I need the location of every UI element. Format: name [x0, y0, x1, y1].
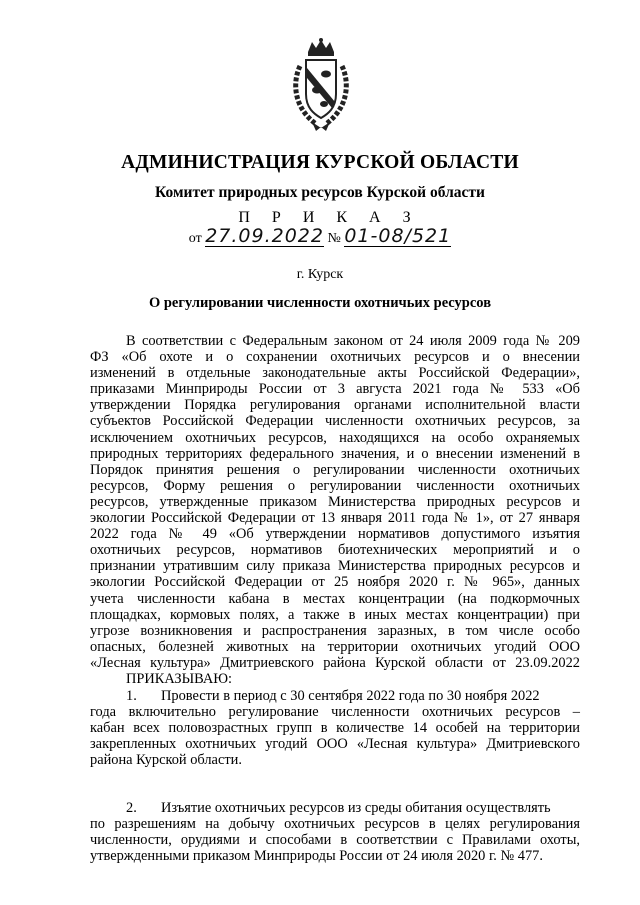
- item-line: района Курской области.: [90, 752, 242, 769]
- preamble-line: утверждении Порядка регулирования органами исполнительной власти: [90, 397, 580, 414]
- order-item-1: [90, 688, 580, 768]
- preamble-line: «Лесная культура» Дмитриевского района Курской области от 23.09.2022: [90, 654, 580, 671]
- preamble-line: исключением охотничьих ресурсов, находящихся на особо охраняемых: [90, 429, 580, 446]
- preamble-line: угрозе возникновения и распространения заразных, в том числе особо: [90, 622, 580, 639]
- committee-name: Комитет природных ресурсов Курской области: [155, 184, 485, 201]
- handwritten-number: 01-08/521: [344, 225, 452, 247]
- item-first-line: [90, 688, 580, 704]
- item-first-line: [90, 800, 580, 816]
- item-number: 2.: [126, 800, 137, 816]
- org-title: АДМИНИСТРАЦИЯ КУРСКОЙ ОБЛАСТИ: [121, 152, 519, 173]
- item-text: Провести в период с 30 сентября 2022 года по 30 ноября 2022: [161, 688, 540, 704]
- item-line: кабан всех половозрастных групп в количестве 14 особей на территории: [90, 720, 580, 737]
- item-number: 1.: [126, 688, 137, 704]
- preamble-line: площадках, кормовых полях, а также в иных местах концентрации) при: [90, 606, 580, 623]
- item-line: утвержденными приказом Минприроды России от 24 июля 2020 г. № 477.: [90, 848, 543, 865]
- order-item-2: [90, 800, 580, 864]
- handwritten-date: 27.09.2022: [205, 225, 324, 247]
- preamble-line: природных территориях федерального значения, и о внесении изменений в: [90, 445, 580, 462]
- preamble-line: изменений в отдельные законодательные акты Российской Федерации»,: [90, 365, 580, 382]
- preamble-line: субъектов Российской Федерации численности охотничьих ресурсов, за: [90, 413, 580, 430]
- coat-of-arms-icon: [286, 38, 356, 133]
- preamble-line: приказами Минприроды России от 3 августа 2021 года № 533 «Об: [90, 381, 580, 398]
- preamble-line: ресурсов, утвержденные приказом Министерства природных ресурсов и: [90, 493, 580, 510]
- item-line: по разрешениям на добычу охотничьих ресурсов в целях регулирования: [90, 816, 580, 833]
- item-line: года включительно регулирование численности охотничьих ресурсов –: [90, 704, 580, 721]
- date-prefix: от: [188, 231, 202, 246]
- preamble-line: Порядок принятия решения о регулировании численности охотничьих: [90, 461, 580, 478]
- preamble-line: В соответствии с Федеральным законом от 24 июля 2009 года № 209: [126, 333, 580, 349]
- preamble-line: ресурсов, Форму решения о регулировании численности охотничьих: [90, 477, 580, 494]
- preamble-line: ФЗ «Об охоте и о сохранении охотничьих ресурсов и о внесении: [90, 349, 580, 366]
- preamble-line: экологии Российской Федерации от 25 ноября 2020 г. № 965», данных: [90, 574, 580, 591]
- preamble-line: опасных, болезней животных на территории охотничьих угодий ООО: [90, 638, 580, 655]
- document-type: П Р И К А З: [238, 209, 420, 226]
- number-prefix: №: [327, 231, 341, 246]
- item-line: закрепленных охотничьих угодий ООО «Лесная культура» Дмитриевского: [90, 736, 580, 753]
- preamble: [90, 333, 580, 687]
- order-date-number: [0, 225, 640, 247]
- preamble-line: экологии Российской Федерации от 13 января 2011 года № 1», от 27 января: [90, 510, 580, 527]
- city: г. Курск: [296, 267, 344, 282]
- item-line: численности, орудиями и способами в соответствии с Правилами охоты,: [90, 832, 580, 849]
- order-word: ПРИКАЗЫВАЮ:: [126, 670, 233, 687]
- preamble-line: признании утратившим силу приказа Министерства природных ресурсов и: [90, 558, 580, 575]
- preamble-line: охотничьих ресурсов, нормативов биотехнических мероприятий и о: [90, 542, 580, 559]
- item-text: Изъятие охотничьих ресурсов из среды обитания осуществлять: [161, 800, 551, 816]
- preamble-line: учета численности кабана в местах концентрации (на подкормочных: [90, 590, 580, 607]
- order-subject: О регулировании численности охотничьих ресурсов: [148, 295, 492, 311]
- preamble-line: 2022 года № 49 «Об утверждении нормативов допустимого изъятия: [90, 526, 580, 543]
